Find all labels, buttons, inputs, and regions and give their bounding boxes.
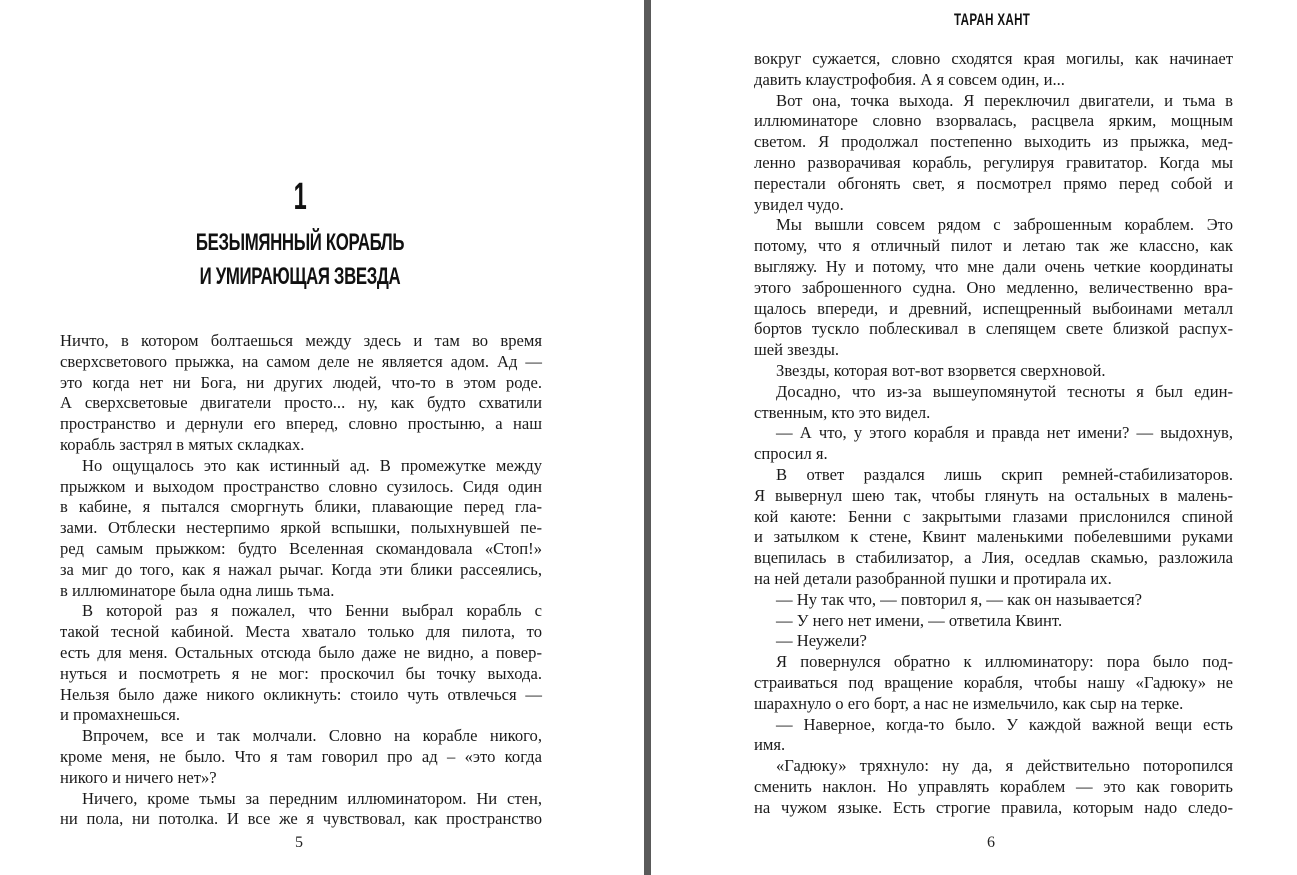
book-gutter (644, 0, 651, 875)
page-number-left: 5 (295, 834, 303, 851)
text-line: прыжком и выходом пространство словно сузилось. Сидя один (60, 476, 542, 496)
text-line: вцепилась в стабилизатор, а Лия, оседлав скамью, разложила (754, 548, 1233, 568)
text-line: иллюминаторе словно взорвалась, расцвела ярким, мощным (754, 111, 1233, 131)
running-head-author: ТАРАН ХАНТ (954, 10, 1031, 29)
chapter-title (90, 226, 510, 294)
text-line: бортов тускло поблескивал в слепящем свете близкой распух- (754, 319, 1233, 339)
text-line: светом. Я продолжал постепенно выходить из прыжка, мед- (754, 132, 1233, 152)
text-line: ленно разворачивая корабль, регулируя гравитатор. Когда мы (754, 152, 1233, 172)
text-line: Впрочем, все и так молчали. Словно на корабле никого, (82, 726, 542, 746)
text-line: есть для меня. Остальных отсюда было даже не видно, а повер- (60, 642, 542, 662)
text-line: — Наверное, когда-то было. У каждой важной вещи есть (776, 714, 1233, 734)
text-line: страиваться под вращение корабля, чтобы нашу «Гадюку» не (754, 672, 1233, 692)
chapter-number: 1 (293, 176, 307, 218)
text-line: ни пола, ни потолка. И все же я чувствовал, как пространство (60, 809, 542, 829)
text-line: кой каюте: Бенни с закрытыми глазами прислонился спиной (754, 506, 1233, 526)
text-line: — А что, у этого корабля и правда нет имени? — выдохнув, (776, 423, 1233, 443)
text-line: Нельзя было даже никого окликнуть: стоило чуть отвлечься — (60, 684, 542, 704)
text-line: корабль застрял в мятых складках. (60, 434, 305, 454)
text-line: шей звезды. (754, 340, 840, 360)
text-line: нуться и посмотреть я не мог: проскочил бы точку выхода. (60, 663, 542, 683)
left-page-body-text (60, 331, 542, 830)
text-line: имя. (754, 735, 786, 755)
text-line: — Ну так что, — повторил я, — как он называется? (776, 589, 1142, 609)
text-line: это когда нет ни Бога, ни других людей, что-то в этом роде. (60, 372, 542, 392)
text-line: перестали обгонять свет, я посмотрел прямо перед собой и (754, 173, 1233, 193)
text-line: ред самым прыжком: будто Вселенная скомандовала «Стоп!» (60, 538, 542, 558)
text-line: такой тесной кабиной. Места хватало только для пилота, то (60, 622, 542, 642)
text-line: Я вывернул шею так, чтобы глянуть на остальных в малень- (754, 485, 1233, 505)
text-line: ственным, кто это видел. (754, 402, 931, 422)
right-page-body-text (754, 49, 1233, 818)
text-line: сверхсветового прыжка, на самом деле не является адом. Ад — (60, 351, 542, 371)
text-line: Досадно, что из-за вышеупомянутой тесноты я был един- (776, 381, 1233, 401)
text-line: давить клаустрофобия. А я совсем один, и... (754, 69, 1065, 89)
text-line: увидел чудо. (754, 194, 844, 214)
text-line: вокруг сужается, словно сходятся края могилы, как начинает (754, 49, 1233, 68)
text-line: Но ощущалось это как истинный ад. В промежутке между (82, 455, 542, 475)
text-line: — Неужели? (776, 631, 867, 651)
text-line: никого и ничего нет»? (60, 767, 217, 787)
text-line: «Гадюку» тряхнуло: ну да, я действительно поторопился (776, 756, 1233, 776)
text-line: сменить наклон. Но управлять кораблем — это как говорить (754, 776, 1233, 796)
left-page (0, 0, 644, 875)
text-line: В которой раз я пожалел, что Бенни выбрал корабль с (82, 601, 542, 621)
text-line: в иллюминаторе была одна лишь тьма. (60, 580, 335, 600)
text-line: — У него нет имени, — ответила Квинт. (776, 610, 1063, 630)
text-line: и затылком к стене, Квинт маленькими побелевшими руками (754, 527, 1233, 547)
text-line: этого заброшенного судна. Оно медленно, величественно вра- (754, 277, 1233, 297)
text-line: выгляжу. Ну и потому, что мне дали очень четкие координаты (754, 256, 1233, 276)
text-line: шарахнуло о его борт, а нас не измельчило, как сыр на терке. (754, 693, 1184, 713)
text-line: кроме меня, не было. Что я там говорил про ад – «это когда (60, 746, 542, 766)
text-line: А сверхсветовые двигатели просто... ну, как будто схватили (60, 393, 542, 413)
chapter-title-line-1: БЕЗЫМЯННЫЙ КОРАБЛЬ (195, 229, 405, 256)
text-line: Мы вышли совсем рядом с заброшенным кораблем. Это (776, 215, 1233, 235)
text-line: зами. Отблески нестерпимо яркой вспышки, полыхнувшей пе- (60, 518, 542, 538)
text-line: Ничто, в котором болтаешься между здесь и там во время (60, 331, 542, 350)
text-line: и промахнешься. (60, 705, 180, 725)
text-line: Я повернулся обратно к иллюминатору: пора было под- (776, 652, 1233, 672)
text-line: в кабине, я пытался сморгнуть блики, плавающие перед гла- (60, 497, 542, 517)
page-number-right: 6 (987, 834, 995, 851)
text-line: спросил я. (754, 444, 828, 464)
text-line: пространство и дернули его вперед, словно простыню, а наш (60, 414, 542, 434)
text-line: В ответ раздался лишь скрип ремней-стабилизаторов. (776, 464, 1233, 484)
text-line: на ней детали разобранной пушки и протирала их. (754, 568, 1112, 588)
text-line: Вот она, точка выхода. Я переключил двигатели, и тьма в (776, 90, 1233, 110)
text-line: на чужом языке. Есть строгие правила, которым надо следо- (754, 797, 1233, 817)
chapter-title-line-2: И УМИРАЮЩАЯ ЗВЕЗДА (199, 263, 401, 290)
text-line: Ничего, кроме тьмы за передним иллюминатором. Ни стен, (82, 788, 542, 808)
text-line: потому, что я отличный пилот и летаю так же классно, как (754, 236, 1233, 256)
text-line: за миг до того, как я нажал рычаг. Когда эти блики рассеялись, (60, 559, 542, 579)
text-line: щалось впереди, и древний, испещренный выбоинами металл (754, 298, 1233, 318)
text-line: Звезды, которая вот-вот взорвется сверхновой. (776, 360, 1106, 380)
